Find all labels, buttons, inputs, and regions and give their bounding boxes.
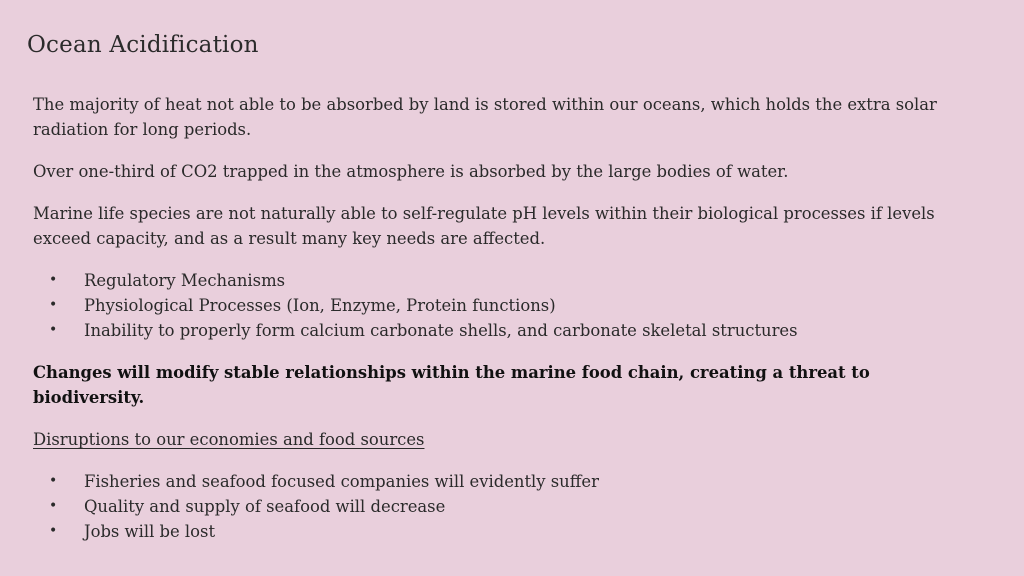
slide-title: Ocean Acidification (27, 32, 259, 58)
bullet-icon: • (49, 498, 58, 514)
bold-statement: Changes will modify stable relationships within the marine food chain, creating a threat to biodiversity. (33, 363, 870, 407)
list-item-text: Fisheries and seafood focused companies will evidently suffer (84, 472, 599, 491)
list-item-text: Inability to properly form calcium carbonate shells, and carbonate skeletal structures (84, 321, 798, 340)
paragraph-marine-life: Marine life species are not naturally able to self-regulate pH levels within their biological processes if levels exceed capacity, and as a result many key needs are affected. (33, 204, 935, 248)
list-item (33, 268, 953, 293)
subheading-disruptions: Disruptions to our economies and food sources (33, 430, 425, 449)
bullet-icon: • (49, 322, 58, 338)
list-item-text: Regulatory Mechanisms (84, 271, 286, 290)
paragraph-heat-storage: The majority of heat not able to be absorbed by land is stored within our oceans, which holds the extra solar radiation for long periods. (33, 95, 937, 139)
bullet-icon: • (49, 297, 58, 313)
list-item (33, 519, 953, 544)
list-item (33, 318, 953, 343)
affected-needs-list (33, 268, 953, 343)
subheading-paragraph (33, 427, 953, 452)
paragraph-co2-absorption: Over one-third of CO2 trapped in the atmosphere is absorbed by the large bodies of water. (33, 162, 789, 181)
slide-content (33, 92, 953, 561)
list-item-text: Physiological Processes (Ion, Enzyme, Protein functions) (84, 296, 556, 315)
list-item-text: Quality and supply of seafood will decrease (84, 497, 446, 516)
bullet-icon: • (49, 473, 58, 489)
bullet-icon: • (49, 523, 58, 539)
disruptions-list (33, 469, 953, 544)
list-item (33, 293, 953, 318)
list-item (33, 469, 953, 494)
bullet-icon: • (49, 272, 58, 288)
list-item-text: Jobs will be lost (84, 522, 216, 541)
list-item (33, 494, 953, 519)
